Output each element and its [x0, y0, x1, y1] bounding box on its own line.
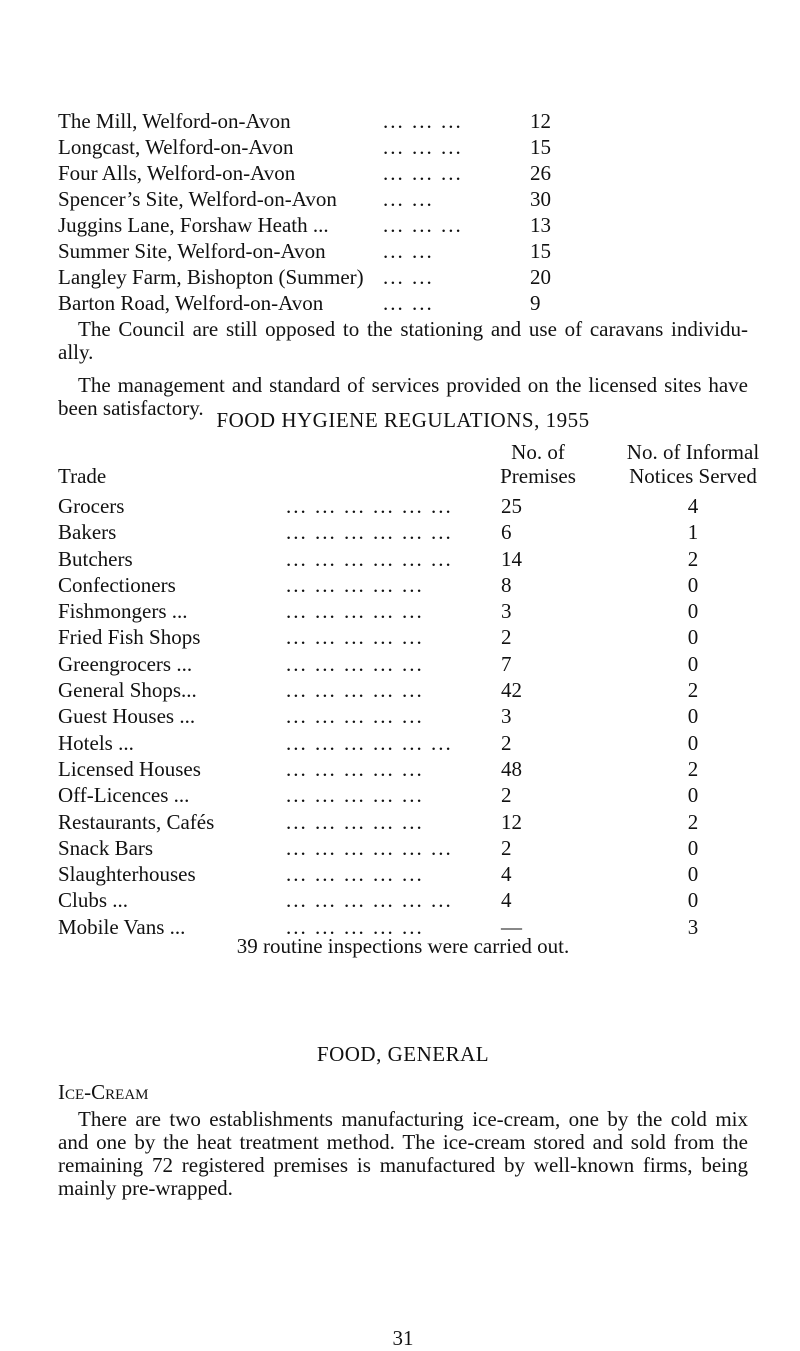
leader-dots: ... ... ... ... ... — [286, 756, 424, 781]
leader-dots: ... ... ... ... ... — [286, 914, 424, 939]
notices-count: 1 — [687, 520, 699, 545]
table-row — [58, 835, 748, 861]
premises-count: 3 — [501, 704, 512, 729]
trade-name: Guest Houses ... — [58, 704, 196, 729]
site-name: Four Alls, Welford-on-Avon — [58, 161, 296, 185]
site-count: 20 — [530, 265, 551, 289]
site-count: 9 — [530, 291, 541, 315]
ice-cream-subheading: Ice-Cream — [58, 1080, 149, 1104]
trade-name: Bakers — [58, 520, 117, 545]
leader-dots: ... ... ... ... ... — [286, 599, 424, 624]
col-trade-header: Trade — [58, 464, 107, 488]
food-hygiene-heading: FOOD HYGIENE REGULATIONS, 1955 — [216, 408, 590, 432]
table-header — [58, 440, 760, 490]
document-page — [58, 108, 760, 1350]
premises-count: 2 — [501, 625, 512, 650]
col-premises-header — [478, 440, 598, 488]
table-row — [58, 887, 748, 913]
premises-count: 4 — [501, 888, 512, 913]
site-row — [58, 108, 748, 134]
col-notices-line2: Notices Served — [629, 464, 757, 488]
notices-count: 3 — [687, 914, 699, 939]
leader-dots: ... ... ... ... ... ... — [286, 546, 453, 571]
premises-count: 2 — [501, 783, 512, 808]
table-row — [58, 730, 748, 756]
premises-count: 3 — [501, 599, 512, 624]
leader-dots: ... ... ... ... ... — [286, 572, 424, 597]
site-row — [58, 186, 748, 212]
leader-dots: ... ... ... ... ... ... — [286, 730, 453, 755]
leader-dots: ... ... — [383, 239, 434, 263]
leader-dots: ... ... ... ... ... ... — [286, 520, 453, 545]
food-hygiene-table — [58, 493, 748, 940]
inspections-note: 39 routine inspections were carried out. — [236, 934, 570, 958]
site-row — [58, 264, 748, 290]
col-premises-line2: Premises — [500, 464, 576, 488]
site-count: 13 — [530, 213, 551, 237]
site-row — [58, 160, 748, 186]
notices-count: 0 — [687, 572, 699, 597]
site-count: 15 — [530, 239, 551, 263]
leader-dots: ... ... ... ... ... ... — [286, 835, 453, 860]
notices-count: 2 — [687, 546, 699, 571]
site-count: 30 — [530, 187, 551, 211]
site-name: Summer Site, Welford-on-Avon — [58, 239, 326, 263]
caravan-sites-list — [58, 108, 748, 316]
leader-dots: ... ... ... ... ... — [286, 625, 424, 650]
premises-count: 2 — [501, 730, 512, 755]
col-notices-line1: No. of Informal — [626, 440, 760, 464]
site-name: Langley Farm, Bishopton (Summer) — [58, 265, 364, 289]
table-row — [58, 493, 748, 519]
trade-name: Greengrocers ... — [58, 651, 193, 676]
table-row — [58, 782, 748, 808]
trade-name: Mobile Vans ... — [58, 914, 186, 939]
notices-count: 0 — [687, 835, 699, 860]
premises-count: — — [501, 914, 522, 939]
trade-name: Hotels ... — [58, 730, 134, 755]
leader-dots: ... ... ... — [383, 161, 463, 185]
site-row — [58, 290, 748, 316]
food-general-heading: FOOD, GENERAL — [316, 1042, 490, 1066]
table-row — [58, 624, 748, 650]
leader-dots: ... ... ... ... ... ... — [286, 494, 453, 518]
table-row — [58, 703, 748, 729]
notices-count: 4 — [687, 494, 699, 518]
caravans-paragraph: The Council are still opposed to the stationing and use of caravans individu- ally. — [58, 317, 748, 364]
trade-name: Butchers — [58, 546, 133, 571]
notices-count: 0 — [687, 783, 699, 808]
leader-dots: ... ... ... ... ... — [286, 809, 424, 834]
leader-dots: ... ... ... — [383, 109, 463, 133]
trade-name: Clubs ... — [58, 888, 129, 913]
trade-name: Snack Bars — [58, 835, 154, 860]
site-count: 26 — [530, 161, 551, 185]
notices-count: 0 — [687, 888, 699, 913]
notices-count: 0 — [687, 730, 699, 755]
notices-count: 2 — [687, 678, 699, 703]
site-name: Barton Road, Welford-on-Avon — [58, 291, 324, 315]
trade-name: Confectioners — [58, 572, 176, 597]
leader-dots: ... ... ... ... ... ... — [286, 888, 453, 913]
ice-cream-paragraph: There are two establishments manufacturing ice-cream, one by the cold mix and one by the heat treatment method. The ice-cream stored and sold from the remaining 72 registered premises is manufactured by well-known firms, being mainly pre-wrapped. — [58, 1107, 748, 1200]
leader-dots: ... ... ... ... ... — [286, 678, 424, 703]
table-row — [58, 677, 748, 703]
table-row — [58, 519, 748, 545]
trade-name: Restaurants, Cafés — [58, 809, 215, 834]
premises-count: 14 — [501, 546, 522, 571]
site-row — [58, 212, 748, 238]
table-row — [58, 598, 748, 624]
site-row — [58, 238, 748, 264]
site-name: Juggins Lane, Forshaw Heath ... — [58, 213, 329, 237]
leader-dots: ... ... ... ... ... — [286, 862, 424, 887]
leader-dots: ... ... ... — [383, 135, 463, 159]
premises-count: 6 — [501, 520, 512, 545]
leader-dots: ... ... ... ... ... — [286, 783, 424, 808]
site-name: Longcast, Welford-on-Avon — [58, 135, 294, 159]
site-count: 15 — [530, 135, 551, 159]
notices-count: 0 — [687, 651, 699, 676]
notices-count: 0 — [687, 704, 699, 729]
premises-count: 4 — [501, 862, 512, 887]
notices-count: 2 — [687, 809, 699, 834]
table-row — [58, 651, 748, 677]
premises-count: 48 — [501, 756, 522, 781]
premises-count: 7 — [501, 651, 512, 676]
premises-count: 42 — [501, 678, 522, 703]
site-count: 12 — [530, 109, 551, 133]
col-notices-header — [618, 440, 768, 488]
site-name: Spencer’s Site, Welford-on-Avon — [58, 187, 337, 211]
leader-dots: ... ... ... ... ... — [286, 704, 424, 729]
leader-dots: ... ... ... — [383, 213, 463, 237]
trade-name: Grocers — [58, 494, 125, 518]
trade-name: Off-Licences ... — [58, 783, 190, 808]
notices-count: 0 — [687, 625, 699, 650]
page-number: 31 — [392, 1326, 414, 1350]
premises-count: 2 — [501, 835, 512, 860]
col-premises-line1: No. of — [511, 440, 565, 464]
site-row — [58, 134, 748, 160]
trade-name: Fried Fish Shops — [58, 625, 201, 650]
trade-name: Fishmongers ... — [58, 599, 188, 624]
table-row — [58, 572, 748, 598]
premises-count: 12 — [501, 809, 522, 834]
table-row — [58, 546, 748, 572]
services-paragraph: The management and standard of services provided on the licensed sites have been satisfactory. — [58, 373, 748, 420]
premises-count: 25 — [501, 494, 522, 518]
notices-count: 2 — [687, 756, 699, 781]
leader-dots: ... ... ... ... ... — [286, 651, 424, 676]
table-row — [58, 756, 748, 782]
table-row — [58, 809, 748, 835]
premises-count: 8 — [501, 572, 512, 597]
trade-name: Licensed Houses — [58, 756, 201, 781]
table-row — [58, 861, 748, 887]
site-name: The Mill, Welford-on-Avon — [58, 109, 291, 133]
notices-count: 0 — [687, 862, 699, 887]
leader-dots: ... ... — [383, 187, 434, 211]
leader-dots: ... ... — [383, 265, 434, 289]
notices-count: 0 — [687, 599, 699, 624]
trade-name: Slaughterhouses — [58, 862, 196, 887]
trade-name: General Shops... — [58, 678, 197, 703]
leader-dots: ... ... — [383, 291, 434, 315]
